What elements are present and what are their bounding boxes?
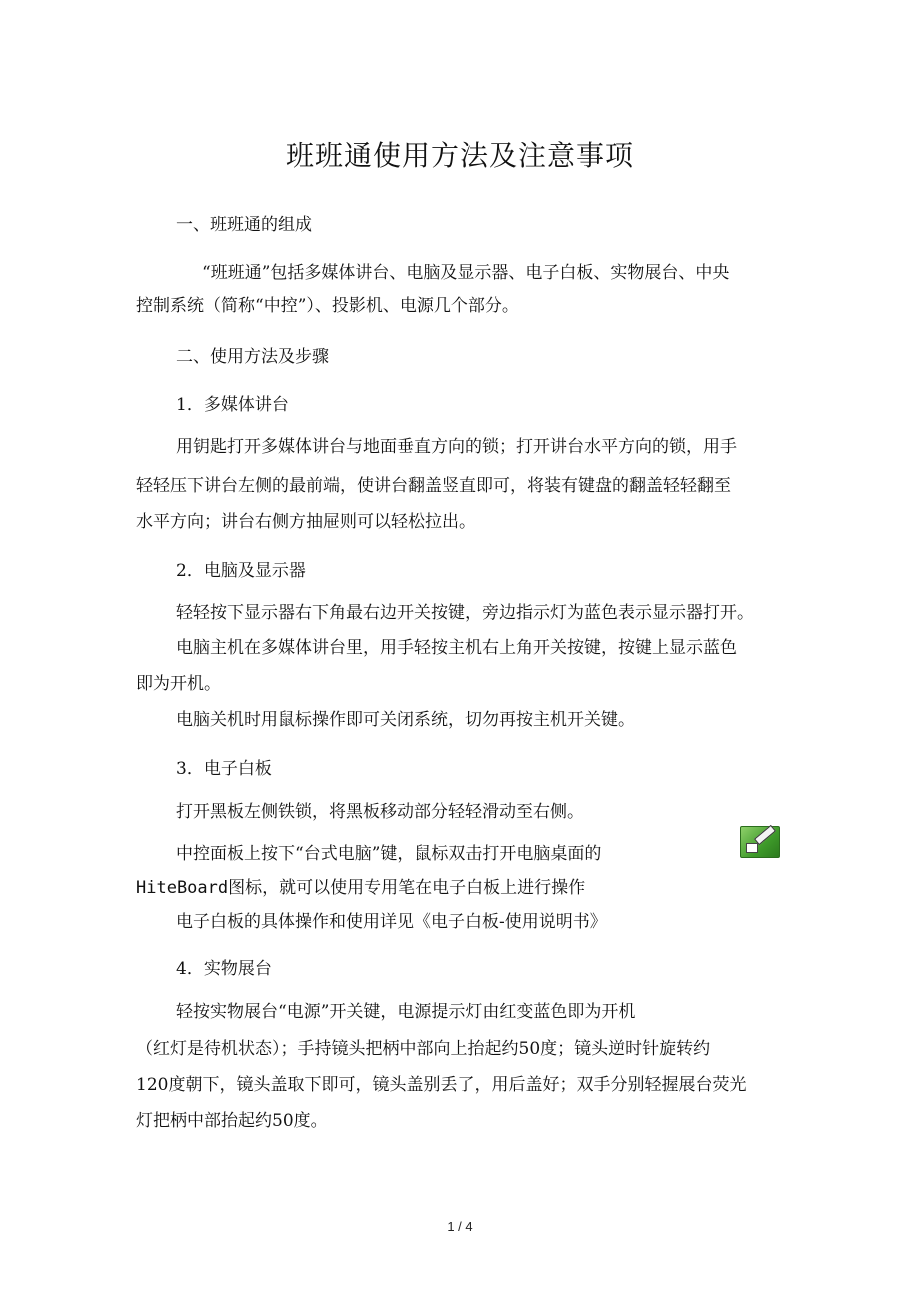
computer-paragraph-line: 电脑关机时用鼠标操作即可关闭系统，切勿再按主机开关键。: [176, 710, 635, 730]
subheading-visualizer: 4．实物展台: [176, 959, 272, 979]
subheading-computer: 2．电脑及显示器: [176, 561, 306, 581]
subheading-lectern: 1．多媒体讲台: [176, 395, 289, 415]
hiteboard-icon: [740, 826, 780, 858]
lectern-paragraph-line: 轻轻压下讲台左侧的最前端，使讲台翻盖竖直即可，将装有键盘的翻盖轻轻翻至: [136, 476, 731, 496]
lectern-paragraph-line: 用钥匙打开多媒体讲台与地面垂直方向的锁；打开讲台水平方向的锁，用手: [176, 437, 737, 457]
whiteboard-paragraph-line: 中控面板上按下“台式电脑”键，鼠标双击打开电脑桌面的: [176, 844, 602, 864]
section-2-heading: 二、使用方法及步骤: [176, 347, 329, 367]
whiteboard-paragraph-line: 电子白板的具体操作和使用详见《电子白板-使用说明书》: [176, 912, 607, 932]
section-1-paragraph-line: “班班通”包括多媒体讲台、电脑及显示器、电子白板、实物展台、中央: [202, 263, 730, 283]
subheading-whiteboard: 3．电子白板: [176, 759, 272, 779]
visualizer-paragraph-line: 120度朝下，镜头盖取下即可，镜头盖别丢了，用后盖好；双手分别轻握展台荧光: [136, 1075, 747, 1095]
whiteboard-paragraph-line: 打开黑板左侧铁锁，将黑板移动部分轻轻滑动至右侧。: [176, 802, 584, 822]
computer-paragraph-line: 即为开机。: [136, 674, 221, 694]
computer-paragraph-line: 电脑主机在多媒体讲台里，用手轻按主机右上角开关按键，按键上显示蓝色: [176, 638, 737, 658]
lectern-paragraph-line: 水平方向；讲台右侧方抽屉则可以轻松拉出。: [136, 512, 476, 532]
whiteboard-paragraph-line: HiteBoard图标，就可以使用专用笔在电子白板上进行操作: [136, 878, 586, 898]
section-1-paragraph-line: 控制系统（简称“中控”）、投影机、电源几个部分。: [136, 296, 519, 316]
board-shape: [746, 843, 758, 853]
visualizer-paragraph-line: 轻按实物展台“电源”开关键，电源提示灯由红变蓝色即为开机: [176, 1002, 636, 1022]
computer-paragraph-line: 轻轻按下显示器右下角最右边开关按键，旁边指示灯为蓝色表示显示器打开。: [176, 603, 754, 623]
page-number: 1 / 4: [447, 1219, 473, 1234]
visualizer-paragraph-line: （红灯是待机状态）；手持镜头把柄中部向上抬起约50度；镜头逆时针旋转约: [136, 1039, 711, 1059]
section-1-heading: 一、班班通的组成: [176, 215, 312, 235]
document-title: 班班通使用方法及注意事项: [285, 139, 634, 172]
visualizer-paragraph-line: 灯把柄中部抬起约50度。: [136, 1111, 328, 1131]
